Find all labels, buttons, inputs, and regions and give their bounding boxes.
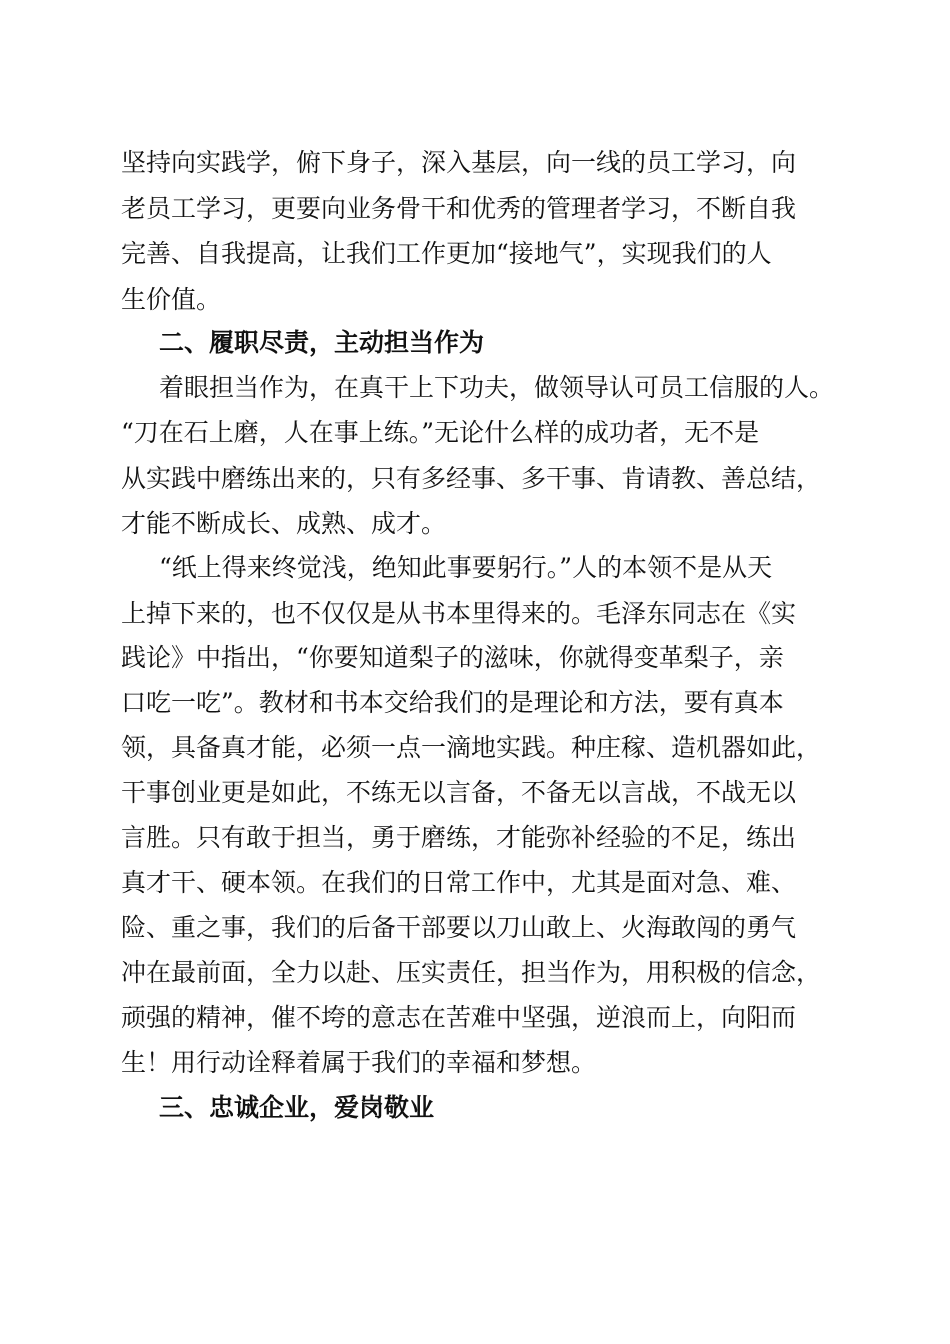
paragraph-line: 上掉下来的，也不仅仅是从书本里得来的。毛泽东同志在《实 [121, 599, 797, 628]
paragraph-line: 言胜。只有敢于担当，勇于磨练，才能弥补经验的不足，练出 [121, 823, 797, 852]
paragraph-line: 口吃一吃”。教材和书本交给我们的是理论和方法，要有真本 [121, 688, 784, 717]
paragraph-line: 冲在最前面，全力以赴、压实责任，担当作为，用积极的信念， [121, 958, 822, 987]
paragraph-line: 干事创业更是如此，不练无以言备，不备无以言战，不战无以 [121, 778, 797, 807]
section-heading: 二、履职尽责，主动担当作为 [159, 328, 485, 357]
paragraph-line: 着眼担当作为，在真干上下功夫，做领导认可员工信服的人。 [159, 373, 835, 402]
paragraph-line: 险、重之事，我们的后备干部要以刀山敢上、火海敢闯的勇气 [121, 913, 797, 942]
paragraph-line: “刀在石上磨，人在事上练。”无论什么样的成功者，无不是 [121, 418, 760, 447]
paragraph-line: 坚持向实践学，俯下身子，深入基层，向一线的员工学习，向 [121, 148, 797, 177]
paragraph-line: 真才干、硬本领。在我们的日常工作中，尤其是面对急、难、 [121, 868, 797, 897]
paragraph-line: 才能不断成长、成熟、成才。 [121, 509, 447, 538]
paragraph-line: 顽强的精神，催不垮的意志在苦难中坚强，逆浪而上，向阳而 [121, 1003, 797, 1032]
paragraph-line: “纸上得来终觉浅，绝知此事要躬行。”人的本领不是从天 [159, 553, 773, 582]
paragraph-line: 老员工学习，更要向业务骨干和优秀的管理者学习，不断自我 [121, 194, 797, 223]
paragraph-line: 生！用行动诠释着属于我们的幸福和梦想。 [121, 1048, 597, 1077]
paragraph-line: 生价值。 [121, 285, 222, 314]
section-heading: 三、忠诚企业，爱岗敬业 [159, 1093, 435, 1122]
paragraph-line: 完善、自我提高，让我们工作更加“接地气”，实现我们的人 [121, 239, 772, 268]
paragraph-line: 领，具备真才能，必须一点一滴地实践。种庄稼、造机器如此， [121, 733, 822, 762]
paragraph-line: 践论》中指出，“你要知道梨子的滋味，你就得变革梨子，亲 [121, 643, 784, 672]
paragraph-line: 从实践中磨练出来的，只有多经事、多干事、肯请教、善总结， [121, 464, 822, 493]
